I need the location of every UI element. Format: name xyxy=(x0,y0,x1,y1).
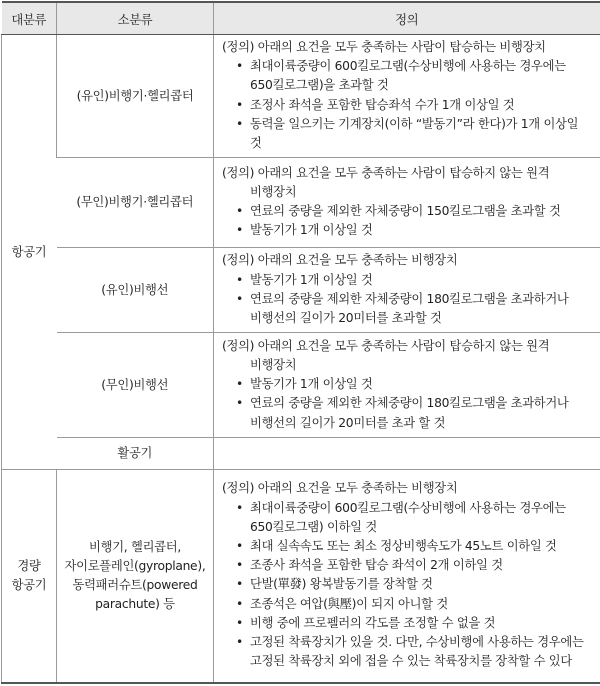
definition-bullet-cont: 650킬로그램)을 초과할 것 xyxy=(250,78,389,93)
definition-bullet-cont: 고정된 착륙장치 외에 접을 수 있는 착륙장치를 장착할 수 있다 xyxy=(250,654,572,669)
table-row xyxy=(2,248,600,333)
definition-cell xyxy=(214,158,600,248)
definition-cell xyxy=(214,248,600,333)
header-sub-category: 소분류 xyxy=(57,2,214,35)
table-header-row xyxy=(2,2,600,35)
subcategory-line: parachute) 등 xyxy=(95,596,175,611)
definition-bullet: • 최대이륙중량이 600킬로그램(수상비행에 사용하는 경우에는 xyxy=(222,57,594,76)
category-line: 항공기 xyxy=(11,577,47,592)
definition-intro: (정의) 아래의 요건을 모두 충족하는 사람이 탑승하지 않는 원격 xyxy=(222,338,550,353)
category-light-aircraft xyxy=(2,470,57,683)
definition-bullet: • 단발(單發) 왕복발동기를 장착할 것 xyxy=(222,575,594,594)
definition-bullet: • 발동기가 1개 이상일 것 xyxy=(222,221,594,240)
header-major-category: 대분류 xyxy=(2,2,57,35)
subcategory-line: 비행기, 헬리콥터, xyxy=(89,539,181,554)
definition-intro: (정의) 아래의 요건을 모두 충족하는 비행장치 xyxy=(222,253,458,268)
definition-cell xyxy=(214,470,600,683)
category-line: 경량 xyxy=(17,558,41,573)
definition-bullet: • 조종석은 여압(與壓)이 되지 아니할 것 xyxy=(222,595,594,614)
definition-intro-cont: 비행장치 xyxy=(250,357,297,372)
table-row xyxy=(2,333,600,438)
classification-table xyxy=(1,1,600,684)
definition-bullet: • 고정된 착륙장치가 있을 것. 다만, 수상비행에 사용하는 경우에는 xyxy=(222,633,594,652)
subcategory-cell: (유인)비행기·헬리콥터 xyxy=(57,35,214,158)
definition-bullet: • 비행 중에 프로펠러의 각도를 조정할 수 없을 것 xyxy=(222,614,594,633)
definition-cell xyxy=(214,333,600,438)
definition-bullet: • 발동기가 1개 이상일 것 xyxy=(222,375,594,394)
table-row xyxy=(2,35,600,158)
subcategory-cell: 활공기 xyxy=(57,438,214,470)
definition-bullet: • 조정사 좌석을 포함한 탑승좌석 수가 1개 이상일 것 xyxy=(222,96,594,115)
subcategory-cell: (무인)비행선 xyxy=(57,333,214,438)
subcategory-line: 자이로플레인(gyroplane), xyxy=(64,558,206,573)
definition-intro: (정의) 아래의 요건을 모두 충족하는 사람이 탑승하는 비행장치 xyxy=(222,40,546,54)
table-row xyxy=(2,470,600,683)
definition-bullet-cont: 비행선의 길이가 20미터를 초과할 것 xyxy=(250,310,442,325)
definition-bullet: • 최대이륙중량이 600킬로그램(수상비행에 사용하는 경우에는 xyxy=(222,499,594,518)
table-row xyxy=(2,158,600,248)
definition-cell xyxy=(214,35,600,158)
subcategory-cell xyxy=(57,470,214,683)
subcategory-line: 동력패러슈트(powered xyxy=(72,577,198,592)
definition-bullet: • 연료의 중량을 제외한 자체중량이 180킬로그램을 초과하거나 xyxy=(222,290,594,309)
category-aircraft: 항공기 xyxy=(2,35,57,470)
definition-bullet: • 동력을 일으키는 기계장치(이하 “발동기”라 한다)가 1개 이상일 xyxy=(222,115,594,134)
definition-bullet: • 발동기가 1개 이상일 것 xyxy=(222,271,594,290)
definition-bullet: • 연료의 중량을 제외한 자체중량이 150킬로그램을 초과할 것 xyxy=(222,202,594,221)
subcategory-cell: (유인)비행선 xyxy=(57,248,214,333)
definition-bullet-cont: 비행선의 길이가 20미터를 초과 할 것 xyxy=(250,415,446,430)
definition-bullet: • 최대 실속속도 또는 최소 정상비행속도가 45노트 이하일 것 xyxy=(222,537,594,556)
definition-intro: (정의) 아래의 요건을 모두 충족하는 사람이 탑승하지 않는 원격 xyxy=(222,165,550,180)
definition-bullet-cont: 것 xyxy=(250,136,262,151)
definition-intro: (정의) 아래의 요건을 모두 충족하는 비행장치 xyxy=(222,481,458,496)
subcategory-cell: (무인)비행기·헬리콥터 xyxy=(57,158,214,248)
definition-bullet: • 조종사 좌석을 포함한 탑승 좌석이 2개 이하일 것 xyxy=(222,556,594,575)
definition-bullet-cont: 650킬로그램) 이하일 것 xyxy=(250,519,377,534)
definition-bullet: • 연료의 중량을 제외한 자체중량이 180킬로그램을 초과하거나 xyxy=(222,394,594,413)
table-row xyxy=(2,438,600,470)
definition-cell-empty xyxy=(214,438,600,470)
definition-intro-cont: 비행장치 xyxy=(250,185,297,200)
header-definition: 정의 xyxy=(214,2,600,35)
